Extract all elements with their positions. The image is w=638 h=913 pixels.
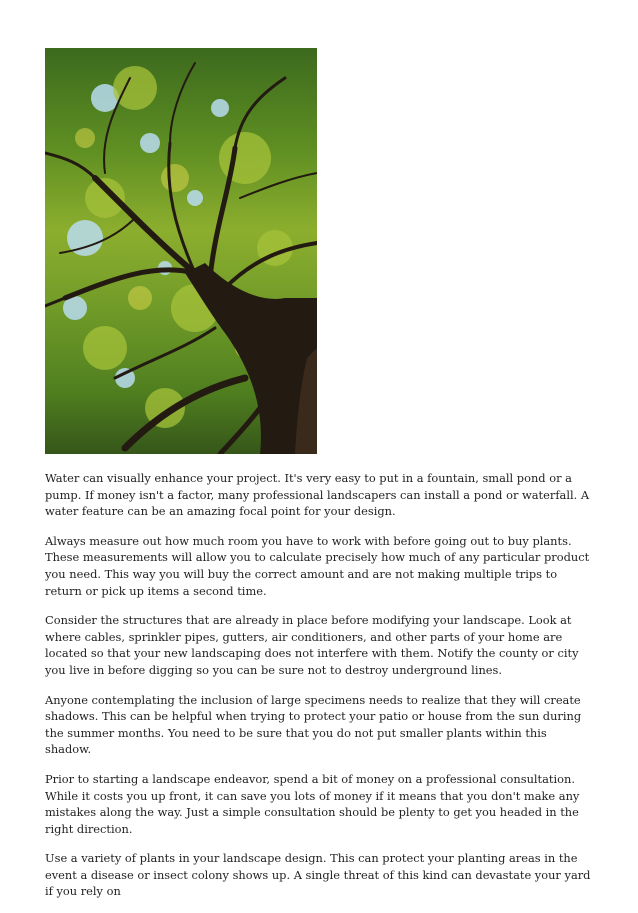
paragraph-existing-structures: Consider the structures that are already in place before modifying your landscape. Look at where cables, sprinkler pipes, gutters, air conditioners, and other parts of your home are located so that your new landscaping does not interfere with them. Notify the county or city you live in before digging so you can be sure not to destroy underground lines.	[45, 613, 579, 677]
paragraph-large-specimens: Anyone contemplating the inclusion of large specimens needs to realize that they will create shadows. This can be helpful when trying to protect your patio or house from the sun during the summer months. You need to be sure that you do not put smaller plants within this shadow.	[45, 692, 582, 757]
tree-canopy-photo	[45, 48, 317, 454]
paragraph-water-feature: Water can visually enhance your project. It's very easy to put in a fountain, small pond or a pump. If money isn't a factor, many professional landscapers can install a pond or waterfall. A water feature can be an amazing focal point for your design.	[45, 471, 590, 519]
paragraph-consultation: Prior to starting a landscape endeavor, spend a bit of money on a professional consultation. While it costs you up front, it can save you lots of money if it means that you don't make any mistakes along the way. Just a simple consultation should be plenty to get you headed in the right direction.	[45, 771, 580, 836]
paragraph-plant-variety: Use a variety of plants in your landscape design. This can protect your planting areas in the event a disease or insect colony shows up. A single threat of this kind can devastate your yard if you rely on	[45, 851, 591, 899]
article-text	[45, 470, 595, 913]
paragraph-measure-room: Always measure out how much room you have to work with before going out to buy plants. These measurements will allow you to calculate precisely how much of any particular product you need. This way you will buy the correct amount and are not making multiple trips to return or pick up items a second time.	[45, 533, 590, 598]
